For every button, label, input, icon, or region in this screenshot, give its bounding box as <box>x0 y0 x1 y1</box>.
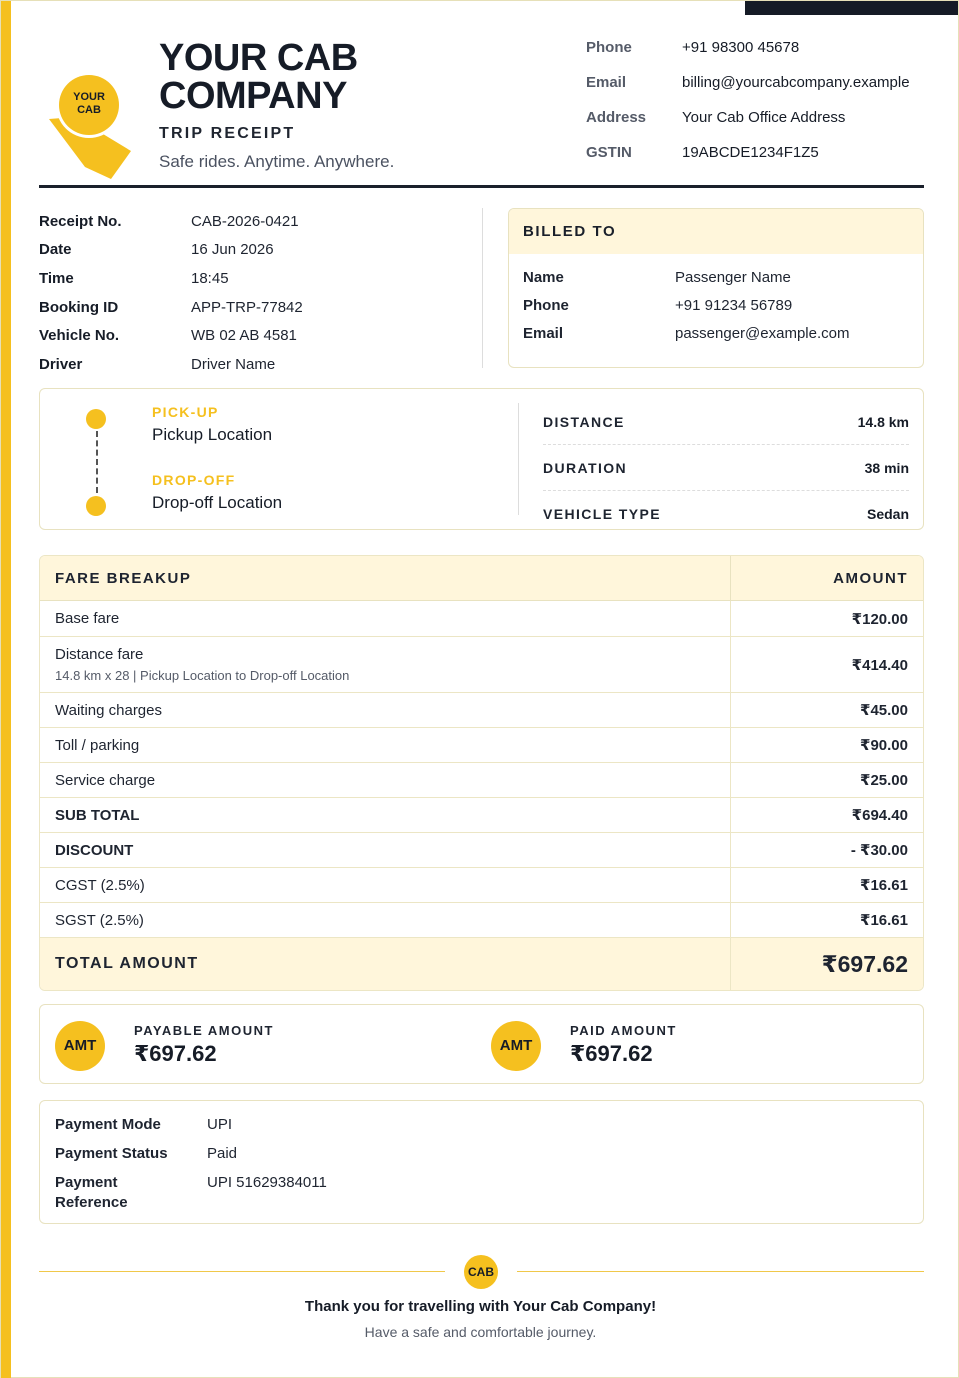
contact-gstin <box>586 144 936 179</box>
fare-item: Distance fare <box>55 646 144 663</box>
info-label: Booking ID <box>39 298 119 316</box>
fare-amount: ₹16.61 <box>860 912 908 929</box>
info-value: WB 02 AB 4581 <box>191 327 297 345</box>
fare-row <box>40 637 923 693</box>
fare-item: Base fare <box>55 610 120 627</box>
vehicle-number-row <box>39 321 479 350</box>
payment-label: Payment Status <box>55 1145 168 1162</box>
fare-amount: ₹16.61 <box>860 877 908 894</box>
trip-summary-card <box>39 388 924 530</box>
payment-label: Payment Reference <box>55 1174 128 1211</box>
stat-label: DURATION <box>543 459 628 476</box>
fare-amount: ₹694.40 <box>851 807 908 824</box>
footer-thanks: Thank you for travelling with Your Cab Company! <box>304 1298 657 1315</box>
paid-amount-label: PAID AMOUNT <box>570 1023 677 1038</box>
pickup-label: PICK-UP <box>152 404 219 420</box>
receipt-number-row <box>39 207 479 236</box>
payment-value: UPI <box>207 1116 233 1133</box>
info-value: APP-TRP-77842 <box>191 298 303 316</box>
route-line <box>96 431 98 493</box>
dark-top-bar <box>745 1 958 15</box>
info-label: Vehicle No. <box>39 327 120 345</box>
paid-amount-value: ₹697.62 <box>570 1041 653 1066</box>
brand-block <box>159 39 419 172</box>
payment-details-card <box>39 1100 924 1224</box>
billed-value: +91 91234 56789 <box>675 296 793 314</box>
fare-amount: ₹120.00 <box>851 610 908 628</box>
pickup-dot-icon <box>86 409 106 429</box>
fare-amount: ₹90.00 <box>860 737 908 754</box>
vehicle-type-stat <box>543 491 909 537</box>
fare-row <box>40 728 923 763</box>
document-type: TRIP RECEIPT <box>159 125 296 142</box>
accent-side-bar <box>1 1 11 1378</box>
fare-amount-header: AMOUNT <box>833 570 908 587</box>
fare-amount: ₹25.00 <box>860 772 908 789</box>
contact-phone <box>586 39 936 74</box>
company-name: YOUR CAB COMPANY <box>159 37 358 117</box>
billed-label: Name <box>523 268 564 286</box>
fare-item: Toll / parking <box>55 736 140 754</box>
fare-row <box>40 693 923 728</box>
stat-value: 14.8 km <box>857 413 909 430</box>
total-amount: ₹697.62 <box>821 950 908 977</box>
fare-row <box>40 601 923 637</box>
trip-stats <box>543 399 909 537</box>
logo-text: YOUR CAB <box>73 91 105 116</box>
footer-line-right <box>517 1271 924 1272</box>
info-divider <box>482 208 483 368</box>
contact-label: Phone <box>586 39 632 56</box>
info-value: 18:45 <box>191 269 229 287</box>
info-label: Receipt No. <box>39 212 122 230</box>
payment-value: UPI 51629384011 <box>207 1174 327 1191</box>
pickup-location: Pickup Location <box>152 425 273 444</box>
billed-name-row <box>523 263 923 291</box>
billed-to-title: BILLED TO <box>509 209 923 254</box>
cab-badge-icon: CAB <box>464 1255 498 1289</box>
header-divider <box>39 185 924 188</box>
info-value: CAB-2026-0421 <box>191 212 299 230</box>
contact-label: GSTIN <box>586 144 632 161</box>
dropoff-label: DROP-OFF <box>152 472 236 488</box>
fare-item: SGST (2.5%) <box>55 911 144 929</box>
contact-details <box>586 39 936 179</box>
cab-pin-icon <box>41 67 141 187</box>
billed-value: passenger@example.com <box>675 324 850 342</box>
info-label: Driver <box>39 355 83 373</box>
fare-item: Service charge <box>55 771 156 789</box>
distance-stat <box>543 399 909 445</box>
fare-item: CGST (2.5%) <box>55 876 145 894</box>
fare-item-note: 14.8 km x 28 | Pickup Location to Drop-off Location <box>55 668 350 683</box>
footer-subtext: Have a safe and comfortable journey. <box>364 1324 597 1340</box>
driver-row <box>39 350 479 379</box>
payment-status-row <box>55 1144 923 1173</box>
payable-amount-value: ₹697.62 <box>134 1041 217 1066</box>
stat-value: 38 min <box>864 459 909 476</box>
cgst-row <box>40 868 923 903</box>
billed-label: Phone <box>523 296 569 314</box>
company-tagline: Safe rides. Anytime. Anywhere. <box>159 152 395 171</box>
contact-address <box>586 109 936 144</box>
amount-badge-icon: AMT <box>491 1021 541 1071</box>
billed-email-row <box>523 319 923 347</box>
trip-divider <box>518 403 519 515</box>
dropoff-dot-icon <box>86 496 106 516</box>
contact-value: billing@yourcabcompany.example <box>682 74 910 91</box>
contact-label: Address <box>586 109 647 126</box>
payment-value: Paid <box>207 1145 238 1162</box>
footer-line-left <box>39 1271 445 1272</box>
fare-amount: ₹414.40 <box>851 656 908 674</box>
receipt-info <box>39 207 479 379</box>
payment-mode-row <box>55 1115 923 1144</box>
info-value: 16 Jun 2026 <box>191 241 274 259</box>
fare-item: DISCOUNT <box>55 841 134 859</box>
contact-email <box>586 74 936 109</box>
fare-amount: - ₹30.00 <box>850 842 908 859</box>
company-logo <box>41 67 141 187</box>
billed-phone-row <box>523 291 923 319</box>
amount-badge-icon: AMT <box>55 1021 105 1071</box>
billed-value: Passenger Name <box>675 268 791 286</box>
payment-reference-row <box>55 1173 923 1213</box>
duration-stat <box>543 445 909 491</box>
stat-value: Sedan <box>866 506 909 522</box>
time-row <box>39 264 479 293</box>
fare-amount: ₹45.00 <box>860 702 908 719</box>
payment-label: Payment Mode <box>55 1116 161 1133</box>
contact-value: Your Cab Office Address <box>682 109 846 126</box>
billed-to-card <box>508 208 924 368</box>
date-row <box>39 236 479 265</box>
discount-row <box>40 833 923 868</box>
dropoff-location: Drop-off Location <box>152 493 283 512</box>
fare-item: Waiting charges <box>55 701 162 719</box>
info-label: Date <box>39 241 72 259</box>
info-label: Time <box>39 269 74 287</box>
sgst-row <box>40 903 923 938</box>
total-label: TOTAL AMOUNT <box>55 955 199 972</box>
contact-label: Email <box>586 74 627 91</box>
billed-label: Email <box>523 324 564 342</box>
info-value: Driver Name <box>191 355 276 373</box>
stat-label: VEHICLE TYPE <box>543 506 661 522</box>
fare-item-header: FARE BREAKUP <box>40 556 731 600</box>
fare-breakup-table <box>39 555 924 991</box>
fare-table-header <box>40 556 923 601</box>
fare-item: SUB TOTAL <box>55 806 140 824</box>
subtotal-row <box>40 798 923 833</box>
contact-value: +91 98300 45678 <box>682 39 800 56</box>
payable-amount-label: PAYABLE AMOUNT <box>134 1023 274 1038</box>
booking-id-row <box>39 293 479 322</box>
fare-row <box>40 763 923 798</box>
stat-label: DISTANCE <box>543 413 625 430</box>
amount-summary-card <box>39 1004 924 1084</box>
total-row <box>40 938 923 990</box>
contact-value: 19ABCDE1234F1Z5 <box>682 144 819 161</box>
